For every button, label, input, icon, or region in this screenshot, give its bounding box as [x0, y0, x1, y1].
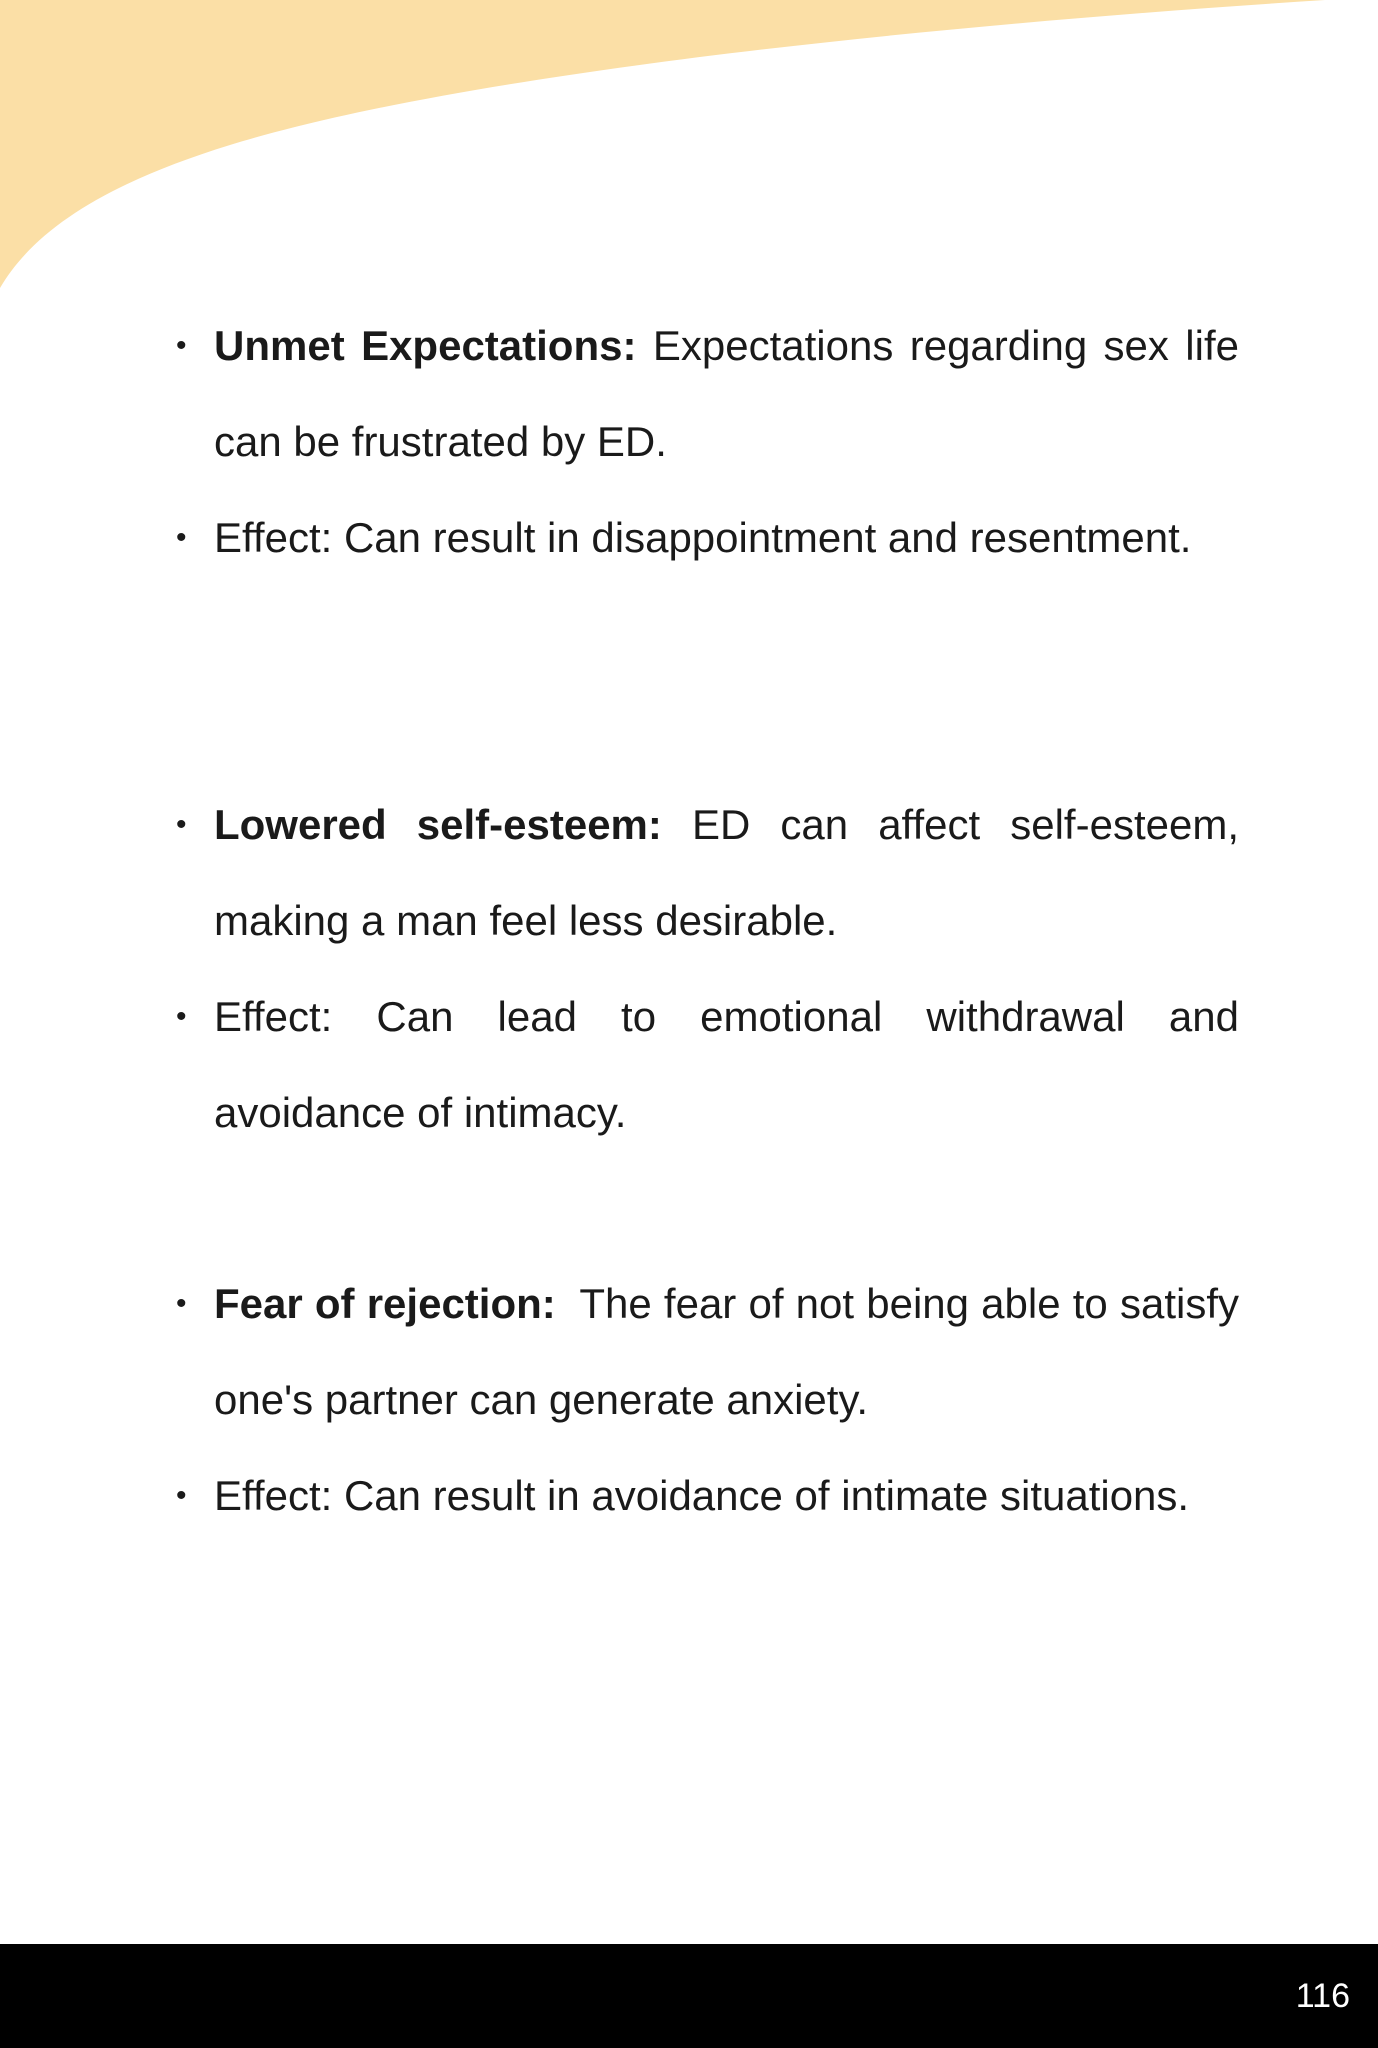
list-item	[176, 777, 1239, 969]
bullet-text: Effect: Can lead to emotional withdrawal and avoidance of intimacy.	[214, 993, 1239, 1136]
list-item	[176, 1448, 1239, 1544]
bullet-text: Effect: Can result in disappointment and resentment.	[214, 514, 1192, 561]
list-item	[176, 969, 1239, 1161]
bullet-text: Expectations regarding sex life can be frustrated by ED.	[214, 322, 1239, 465]
list-item	[176, 298, 1239, 490]
bullet-group-lowered-self-esteem	[176, 777, 1239, 1161]
bullet-term: Lowered self-esteem:	[214, 801, 662, 848]
bullet-term: Fear of rejection:	[214, 1280, 556, 1327]
bullet-group-fear-of-rejection	[176, 1256, 1251, 1544]
footer-bar	[0, 1944, 1378, 2048]
page-number: 116	[1295, 1977, 1350, 2015]
bullet-text: The fear of not being able to satisfy one's partner can generate anxiety.	[214, 1280, 1251, 1423]
list-item	[176, 1256, 1251, 1448]
bullet-text: ED can affect self-esteem, making a man feel less desirable.	[214, 801, 1239, 944]
bullet-group-unmet-expectations	[176, 298, 1239, 586]
list-item	[176, 490, 1239, 586]
bullet-term: Unmet Expectations:	[214, 322, 637, 369]
bullet-text: Effect: Can result in avoidance of intimate situations.	[214, 1472, 1190, 1519]
